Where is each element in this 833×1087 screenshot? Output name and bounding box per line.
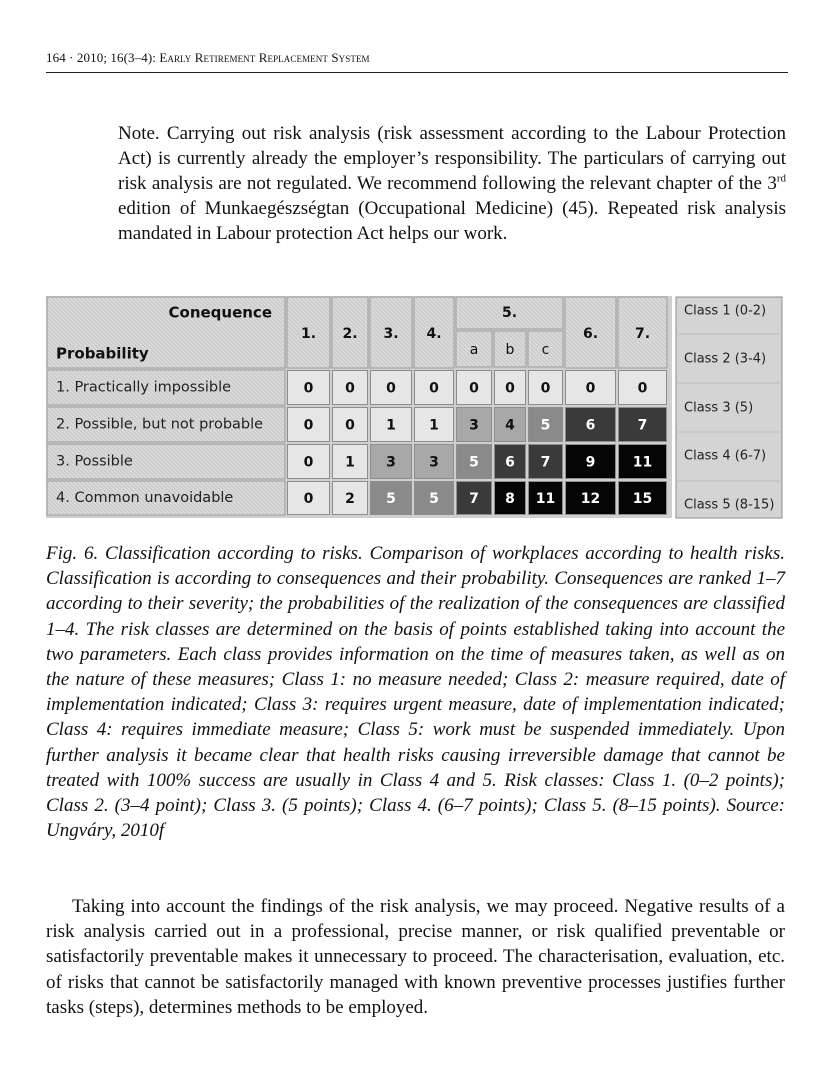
subcolumn-header-label: b [505,342,515,358]
matrix-cell-value: 9 [585,454,596,471]
matrix-cell-value: 11 [535,491,556,507]
matrix-cell-value: 3 [386,454,396,471]
column-header-label: 3. [383,326,399,342]
risk-matrix-table [46,296,672,518]
matrix-cell-value: 7 [469,491,479,507]
matrix-cell-value: 1 [345,454,355,471]
subcolumn-header-label: a [469,342,479,358]
matrix-cell-value: 3 [469,417,479,434]
matrix-cell-value: 1 [429,417,439,434]
matrix-cell-value: 2 [345,491,355,507]
risk-classification-figure [46,296,784,521]
matrix-cell-value: 4 [505,417,515,434]
matrix-cell-value: 0 [303,417,314,434]
consequence-label: Conequence [168,303,272,322]
matrix-cell-value: 7 [540,454,551,471]
matrix-cell-value: 5 [540,417,551,434]
matrix-cell-value: 15 [632,491,653,507]
row-label: 4. Common unavoidable [56,490,234,506]
matrix-cell-value: 12 [580,491,601,507]
probability-label: Probability [56,344,149,363]
column-header-label: 5. [501,305,518,321]
row-label: 2. Possible, but not probable [56,416,264,433]
matrix-cell-value: 11 [632,454,653,471]
matrix-cell-value: 0 [429,380,439,397]
matrix-cell-value: 0 [303,491,314,507]
figure-6 [46,296,784,521]
row-label: 3. Possible [56,453,133,470]
risk-class-legend [676,297,782,518]
body-paragraph: Taking into account the findings of the risk analysis, we may proceed. Negative results of a risk analysis carried out in a professional, precise manner, or risk qualified preventable or satisfactorily preventable makes it unnecessary to proceed. The characterisation, evaluation, etc. of risks that cannot be satisfactorily managed with known preventive processes justifies further tasks (steps), determines methods to be employed. [46,896,785,1018]
matrix-cell-value: 6 [585,417,596,434]
header-journal-title: Early Retirement Replacement System [159,50,370,65]
matrix-cell-value: 0 [637,380,648,397]
note-superscript: rd [776,172,786,185]
legend-class-label: Class 3 (5) [684,400,754,416]
matrix-cell-value: 1 [386,417,396,434]
column-header-label: 6. [582,326,599,342]
subcolumn-header-label: c [541,342,550,358]
column-header-label: 4. [426,326,442,342]
matrix-cell-value: 5 [469,454,479,471]
figure-caption: Fig. 6. Classification according to risks. Comparison of workplaces according to health risks. Classification is according to consequences and their probability. Consequences are ranked 1–7 according to their severity; the probabilities of the realization of the consequences are classified 1–4. The risk classes are determined on the basis of points established taking into account the two parameters. Each class provides information on the time of measures taken, as well as on the nature of these measures; Class 1: no measure needed; Class 2: measure required, date of implementation indicated; Class 3: requires urgent measure, date of implementation indicated; Class 4: requires immediate measure; Class 5: work must be suspended immediately. Upon further analysis it became clear that health risks causing irreversible damage that cannot be treated with 100% success are usually in Class 4 and 5. Risk classes: Class 1. (0–2 points); Class 2. (3–4 point); Class 3. (5 points); Class 4. (6–7 points); Class 5. (8–15 points). Source: Ungváry, 2010f [46,543,785,842]
column-header-label: 2. [342,326,358,342]
matrix-cell-value: 3 [429,454,439,471]
matrix-cell-value: 5 [429,491,439,507]
matrix-cell-value: 7 [637,417,648,434]
row-label: 1. Practically impossible [56,379,232,396]
matrix-cell-value: 0 [386,380,396,397]
running-header [46,50,788,73]
matrix-cell-value: 5 [386,491,396,507]
note-text-part2: edition of Munkaegészségtan (Occupational Medicine) (45). Repeated risk analysis mandated in Labour protection Act helps our work. [118,198,786,244]
header-page-issue: 164 · 2010; 16(3–4): [46,50,160,65]
column-header-label: 7. [634,326,651,342]
matrix-cell-value: 0 [540,380,551,397]
matrix-cell-value: 0 [345,417,355,434]
note-text-part1: Note. Carrying out risk analysis (risk assessment according to the Labour Protection Act) is currently already the employer’s responsibility. The particulars of carrying out risk analysis are not regulated. We recommend following the relevant chapter of the 3 [118,123,786,194]
matrix-cell-value: 0 [505,380,515,397]
note-paragraph [118,121,786,246]
matrix-cell-value: 0 [469,380,479,397]
matrix-cell-value: 0 [303,454,314,471]
legend-class-label: Class 5 (8-15) [684,497,775,513]
legend-class-label: Class 2 (3-4) [684,351,767,367]
legend-class-label: Class 4 (6-7) [684,448,767,464]
matrix-cell-value: 8 [505,491,515,507]
matrix-cell-value: 0 [345,380,355,397]
column-header-label: 1. [300,326,317,342]
matrix-cell-value: 0 [303,380,314,397]
legend-class-label: Class 1 (0-2) [684,303,767,319]
matrix-cell-value: 6 [505,454,515,471]
matrix-cell-value: 0 [585,380,596,397]
